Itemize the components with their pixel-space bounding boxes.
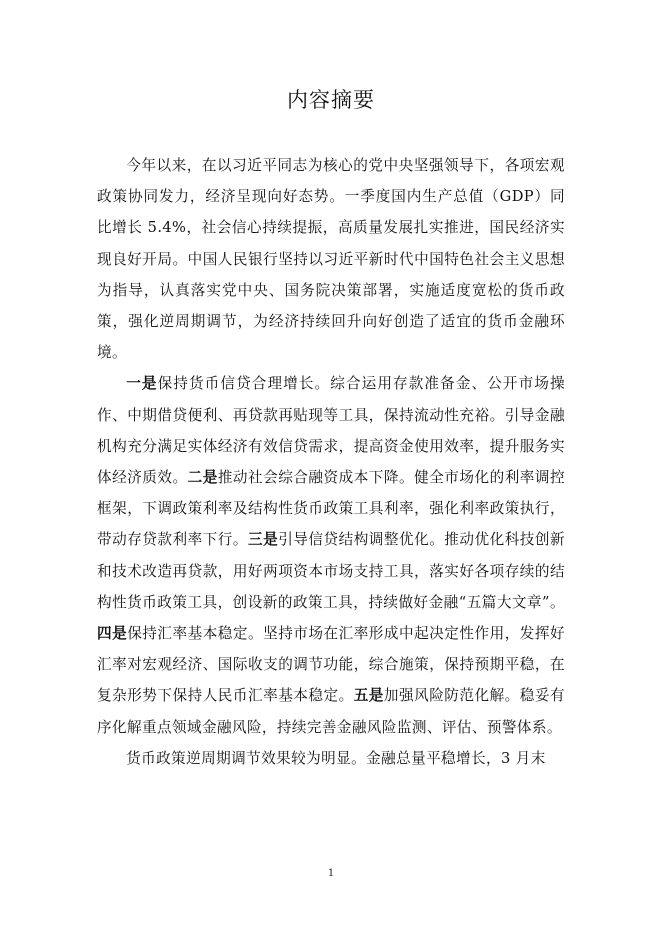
measure-lead-5: 五是 xyxy=(353,687,384,705)
paragraph-intro: 今年以来，在以习近平同志为核心的党中央坚强领导下，各项宏观政策协同发力，经济呈现向好态势。一季度国内生产总值（GDP）同比增长 5.4%，社会信心持续提振，高质量发展扎实推进，国民经济实现良好开局。中国人民银行坚持以习近平新时代中国特色社会主义思想为指导，认真落实党中央、国务院决策部署，实施适度宽松的货币政策，强化逆周期调节，为经济持续回升向好创造了适宜的货币金融环境。 xyxy=(97,157,565,362)
measure-text-2: 推动社会综合融资成本下降。健全市场化的利率调控框架，下调政策利率及结构性货币政策工具利率，强化利率政策执行，带动存贷款利率下行。 xyxy=(97,469,565,549)
page-title: 内容摘要 xyxy=(287,88,375,112)
measure-lead-2: 二是 xyxy=(187,469,218,487)
measure-lead-4: 四是 xyxy=(97,625,128,643)
paragraph-effects: 货币政策逆周期调节效果较为明显。金融总量平稳增长，3 月末 xyxy=(126,749,546,767)
document-body xyxy=(97,150,565,774)
paragraph-measures xyxy=(97,368,565,742)
measure-text-1: 保持货币信贷合理增长。综合运用存款准备金、公开市场操作、中期借贷便利、再贷款再贴现等工具，保持流动性充裕。引导金融机构充分满足实体经济有效信贷需求，提高资金使用效率，提升服务实体经济质效。 xyxy=(97,375,565,487)
measure-text-4: 保持汇率基本稳定。坚持市场在汇率形成中起决定性作用，发挥好汇率对宏观经济、国际收支的调节功能，综合施策，保持预期平稳，在复杂形势下保持人民币汇率基本稳定。 xyxy=(97,625,565,705)
page-number: 1 xyxy=(327,868,335,879)
measure-lead-3: 三是 xyxy=(248,531,279,549)
measure-lead-1: 一是 xyxy=(126,375,158,393)
measure-text-3: 引导信贷结构调整优化。推动优化科技创新和技术改造再贷款，用好两项资本市场支持工具，落实好各项存续的结构性货币政策工具，创设新的政策工具，持续做好金融“五篇大文章”。 xyxy=(97,531,565,611)
measure-text-5: 加强风险防范化解。稳妥有序化解重点领域金融风险，持续完善金融风险监测、评估、预警体系。 xyxy=(97,687,565,736)
